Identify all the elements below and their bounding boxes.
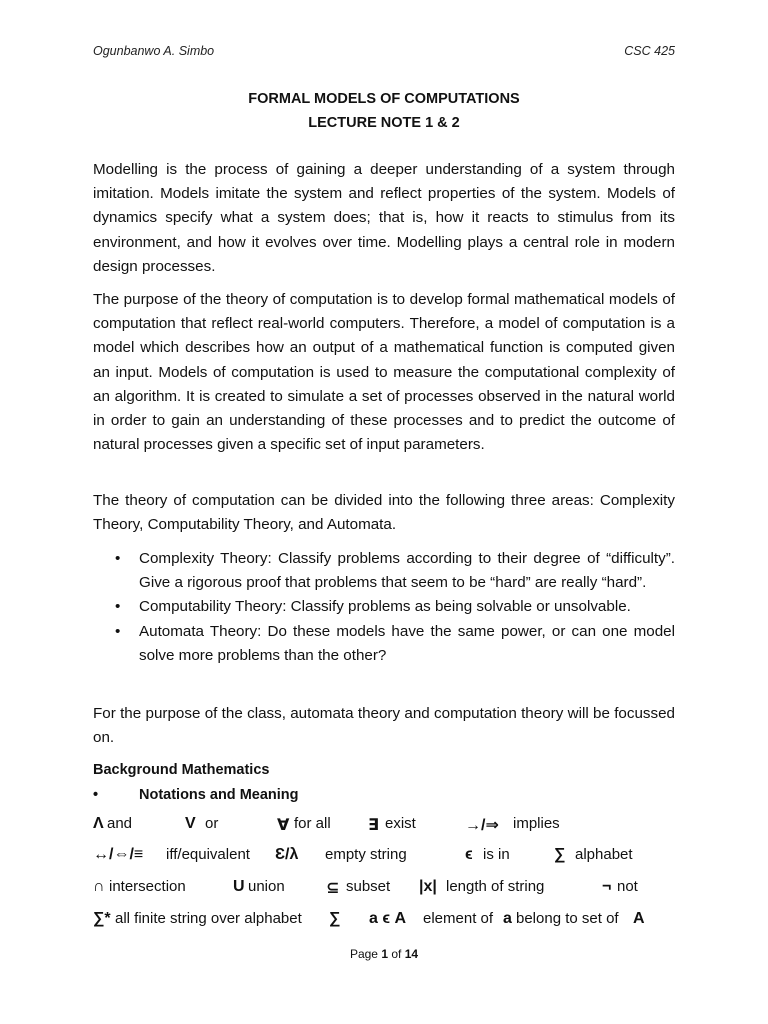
bullet-text: Computability Theory: Classify problems as being solvable or unsolvable.: [139, 598, 631, 616]
bullet-glyph: •: [115, 622, 121, 640]
notation-symbol: ⊆: [326, 880, 340, 897]
notation-meaning: and: [107, 815, 133, 832]
notation-meaning: all finite string over alphabet: [115, 910, 302, 927]
notation-meaning: is in: [483, 846, 510, 863]
notation-meaning: alphabet: [575, 846, 633, 863]
notation-meaning: intersection: [109, 878, 186, 895]
notation-symbol: A: [633, 910, 645, 927]
notation-meaning: belong to set of: [516, 910, 619, 927]
notation-symbol: ∑: [329, 910, 341, 927]
list-item: [93, 620, 675, 668]
notation-symbol: a ϵ A: [369, 910, 406, 927]
notation-symbol: a: [503, 910, 512, 927]
notation-symbol: ∑: [554, 846, 566, 863]
notation-symbol: →/⇒: [465, 817, 499, 834]
page-footer: [0, 947, 768, 961]
notation-meaning: not: [617, 878, 638, 895]
list-item: [93, 595, 675, 619]
footer-current-page: 1: [381, 947, 388, 961]
list-item: [93, 547, 675, 595]
notation-meaning: empty string: [325, 846, 407, 863]
notation-meaning: or: [205, 815, 219, 832]
notation-meaning: length of string: [446, 878, 545, 895]
header-author: Ogunbanwo A. Simbo: [93, 44, 215, 58]
notation-meaning: iff/equivalent: [166, 846, 250, 863]
notation-row-4: [93, 910, 675, 936]
bullet-glyph: •: [115, 550, 121, 567]
notations-heading-text: Notations and Meaning: [139, 787, 299, 803]
notation-row-3: [93, 878, 675, 904]
notation-symbol: ∃: [368, 817, 379, 834]
notation-meaning: exist: [385, 815, 416, 832]
notation-symbol: ϵ: [465, 846, 473, 863]
notation-symbol: ∑*: [93, 910, 111, 927]
page-header: [93, 44, 675, 62]
notation-symbol: ¬: [602, 878, 612, 895]
section-heading-background-math: Background Mathematics: [93, 762, 270, 778]
notation-row-2: [93, 846, 675, 872]
footer-total-pages: 14: [404, 947, 419, 961]
paragraph-modelling: Modelling is the process of gaining a deeper understanding of a system through imitation. Models imitate the system and reflect properties of the system. Models of dynamics specify what a system does; that is, how it reacts to stimulus from its environment, and how it evolves over time. Modelling plays a central role in modern design processes.: [93, 161, 675, 275]
header-course: CSC 425: [624, 44, 675, 58]
paragraph-focus: For the purpose of the class, automata theory and computation theory will be focussed on.: [93, 705, 675, 747]
bullet-text: Complexity Theory: Classify problems according to their degree of “difficulty”. Give a rigorous proof that problems that seem to be “hard” are really “hard”.: [139, 550, 675, 592]
notation-symbol: Λ: [93, 815, 104, 832]
notation-symbol: Ɛ/λ: [275, 846, 299, 863]
notation-symbol: |x|: [419, 878, 437, 895]
areas-bullet-list: [93, 547, 675, 668]
footer-page-prefix: Page: [349, 947, 378, 961]
notation-meaning: for all: [294, 815, 331, 832]
notation-symbol: ↔/⇔/≡: [93, 846, 144, 863]
bullet-glyph: •: [115, 598, 121, 616]
notation-meaning: subset: [346, 878, 391, 895]
notation-row-1: [93, 815, 675, 841]
paragraph-areas: The theory of computation can be divided into the following three areas: Complexity Theory, Computability Theory, and Automata.: [93, 492, 675, 534]
notation-symbol: V: [185, 815, 196, 832]
notation-meaning: element of: [423, 910, 494, 927]
bullet-text: Automata Theory: Do these models have the same power, or can one model solve more problems than the other?: [139, 622, 675, 664]
paragraph-purpose: The purpose of the theory of computation is to develop formal mathematical models of computation that reflect real-world computers. Therefore, a model of computation is a model which describes how an output of a mathematical function is computed given an input. Models of computation is used to measure the computational complexity of an algorithm. It is created to simulate a set of processes observed in the natural world in order to gain an understanding of these processes and to predict the outcome of natural processes given a specific set of input parameters.: [93, 291, 675, 454]
notation-meaning: union: [248, 878, 285, 895]
bullet-glyph: •: [93, 787, 99, 803]
notation-symbol: U: [233, 878, 245, 895]
notation-symbol: ∀: [277, 817, 290, 834]
footer-page-sep: of: [391, 947, 402, 961]
document-title: FORMAL MODELS OF COMPUTATIONS: [248, 91, 520, 107]
notation-meaning: implies: [513, 815, 560, 832]
document-subtitle: LECTURE NOTE 1 & 2: [308, 115, 460, 131]
notation-symbol: ∩: [93, 878, 105, 895]
